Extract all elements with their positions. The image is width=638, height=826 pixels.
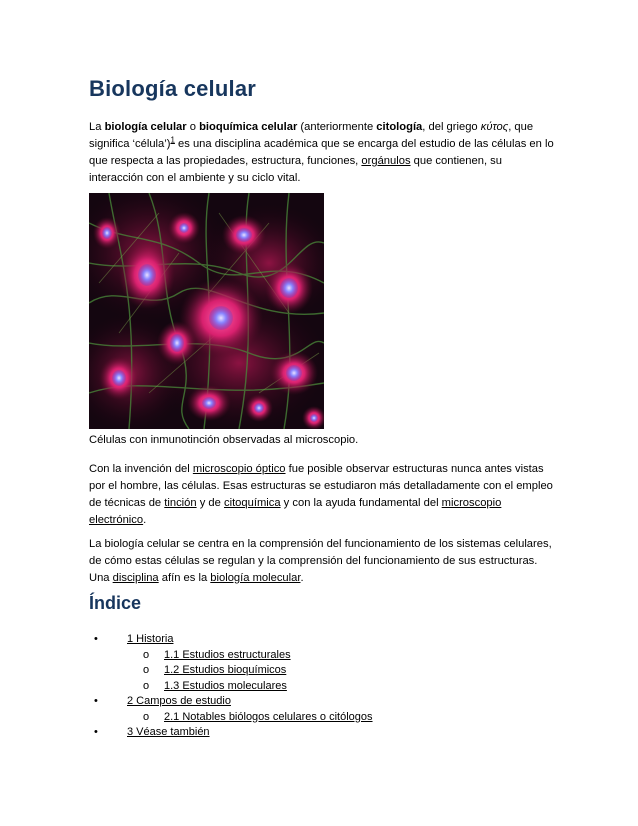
toc-item-estudios-bioquimicos bbox=[89, 663, 559, 679]
text: . bbox=[300, 572, 304, 584]
bullet-icon: o bbox=[143, 664, 150, 676]
link-microscopio-optico[interactable]: microscopio óptico bbox=[192, 463, 286, 475]
toc-item-estudios-moleculares bbox=[89, 679, 559, 695]
link-disciplina[interactable]: disciplina bbox=[112, 572, 159, 584]
bold-term: bioquímica celular bbox=[199, 121, 298, 133]
bullet-icon: • bbox=[94, 695, 98, 707]
bullet-icon: o bbox=[143, 710, 150, 723]
bullet-icon: • bbox=[94, 726, 98, 738]
toc-link[interactable]: 1.1 Estudios estructurales bbox=[164, 648, 291, 661]
text: o bbox=[186, 121, 200, 133]
toc-link[interactable]: 1.3 Estudios moleculares bbox=[164, 679, 287, 692]
toc-item-campos-de-estudio bbox=[89, 694, 559, 710]
text: , que significa ‘célula’) bbox=[89, 121, 534, 150]
text: que contienen, su interacción con el ambiente y su ciclo vital. bbox=[89, 155, 502, 184]
toc-link[interactable]: 1 Historia bbox=[127, 633, 174, 645]
link-organulos[interactable]: orgánulos bbox=[361, 155, 411, 167]
intro-paragraph bbox=[89, 119, 559, 187]
link-tincion[interactable]: tinción bbox=[164, 497, 197, 509]
text: es una disciplina académica que se encarga del estudio de las células en lo que respecta a las propiedades, estructura, funciones, bbox=[89, 138, 554, 167]
text: Con la invención del bbox=[89, 463, 193, 475]
text: , del griego bbox=[422, 121, 481, 133]
toc-heading: Índice bbox=[89, 593, 142, 613]
toc-item-notables-biologos bbox=[89, 710, 559, 726]
cell-microscopy-image bbox=[89, 193, 324, 429]
toc-link[interactable]: 1.2 Estudios bioquímicos bbox=[164, 664, 287, 676]
toc-link[interactable]: 3 Véase también bbox=[127, 726, 210, 738]
bold-term: biología celular bbox=[104, 121, 187, 133]
toc-item-estudios-estructurales bbox=[89, 648, 559, 664]
text: . bbox=[143, 514, 147, 526]
bullet-icon: o bbox=[143, 679, 150, 692]
toc-link[interactable]: 2 Campos de estudio bbox=[127, 695, 231, 707]
reference-link[interactable]: 1 bbox=[170, 135, 175, 145]
bullet-icon: • bbox=[94, 633, 98, 645]
table-of-contents bbox=[89, 632, 559, 741]
page-title: Biología celular bbox=[89, 76, 257, 101]
text: La biología celular se centra en la comprensión del funcionamiento de los sistemas celulares, de cómo estas células se regulan y la comprensión del funcionamiento de sus estructuras. Una bbox=[89, 538, 552, 584]
text: afín es la bbox=[158, 572, 211, 584]
text: y con la ayuda fundamental del bbox=[280, 497, 442, 509]
toc-item-historia bbox=[89, 632, 559, 648]
figure-caption: Células con inmunotinción observadas al microscopio. bbox=[89, 434, 359, 446]
toc-link[interactable]: 2.1 Notables biólogos celulares o citólogos bbox=[164, 710, 373, 723]
bold-term: citología bbox=[376, 121, 423, 133]
text: La bbox=[89, 121, 105, 133]
link-citoquimica[interactable]: citoquímica bbox=[223, 497, 281, 509]
text: y de bbox=[196, 497, 224, 509]
text: (anteriormente bbox=[297, 121, 377, 133]
link-microscopio-electronico[interactable]: microscopio electrónico bbox=[89, 497, 502, 526]
paragraph-microscopy bbox=[89, 461, 559, 529]
toc-item-vease-tambien bbox=[89, 725, 559, 741]
greek-term: κύτος bbox=[480, 121, 509, 133]
paragraph-focus bbox=[89, 536, 559, 587]
text: fue posible observar estructuras nunca antes vistas por el hombre, las células. Esas estructuras se estudiaron más detalladamente con el empleo de técnicas de bbox=[89, 463, 553, 509]
link-biologia-molecular[interactable]: biología molecular bbox=[210, 572, 301, 584]
bullet-icon: o bbox=[143, 648, 150, 661]
